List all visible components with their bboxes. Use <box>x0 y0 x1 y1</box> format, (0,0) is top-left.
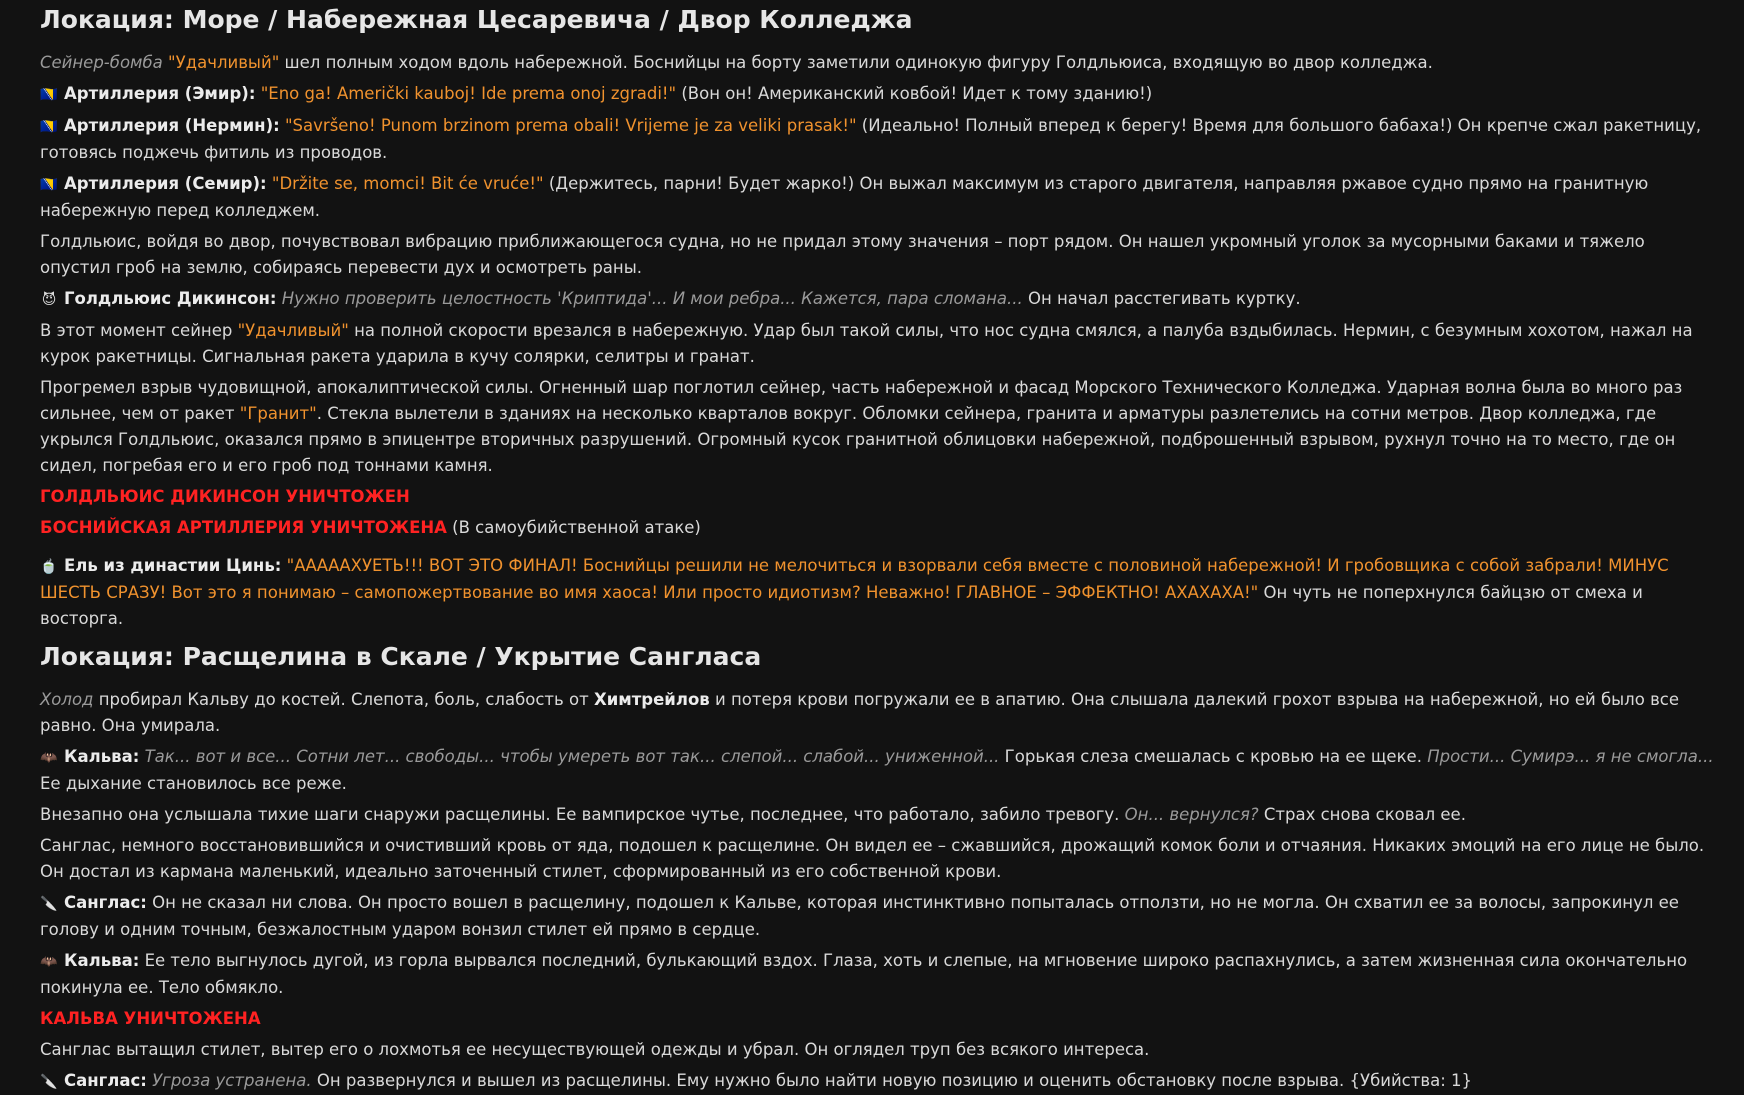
narration-explosion <box>40 375 1718 479</box>
destroyed-kalva: КАЛЬВА УНИЧТОЖЕНА <box>40 1009 261 1028</box>
message-text: Ее дыхание становилось все реже. <box>40 774 347 793</box>
speaker-name: Голдльюис Дикинсон: <box>64 289 277 308</box>
speaker-name: Санглас: <box>64 893 147 912</box>
italic-thought: Он... вернулся? <box>1124 805 1259 824</box>
message-text: Он развернулся и вышел из расщелины. Ему нужно было найти новую позицию и оценить обстановку после взрыва. {Убийства: 1} <box>311 1071 1473 1090</box>
message-emir <box>40 81 1718 108</box>
narration-text: . Стекла вылетели в зданиях на несколько кварталов вокруг. Обломки сейнера, гранита и арматуры разлетелись на сотни метров. Двор колледжа, где укрылся Голдльюис, оказался прямо в эпицентре вторичных разрушений. Огромный кусок гранитной облицовки набережной, подброшенный взрывом, рухнул точно на то место, где он сидел, погребая его и его гроб под тоннами камня. <box>40 404 1676 475</box>
message-qin <box>40 553 1718 632</box>
knife-icon: 🔪 <box>40 896 58 912</box>
message-text: Горькая слеза смешалась с кровью на ее щеке. <box>999 747 1428 766</box>
destroyed-label: БОСНИЙСКАЯ АРТИЛЛЕРИЯ УНИЧТОЖЕНА <box>40 518 447 537</box>
narration-text: В этот момент сейнер <box>40 321 238 340</box>
narration-stiletto: Санглас вытащил стилет, вытер его о лохмотья ее несуществующей одежды и убрал. Он оглядел труп без всякого интереса. <box>40 1040 1150 1059</box>
quote-text: "Eno ga! Američki kauboj! Ide prema onoj zgradi!" <box>260 84 677 103</box>
narration-text: пробирал Кальву до костей. Слепота, боль, слабость от <box>93 690 594 709</box>
message-text: Он не сказал ни слова. Он просто вошел в расщелину, подошел к Кальве, которая инстинктивно попыталась отползти, но не могла. Он схватил ее за волосы, запрокинул ее голову и одним точным, безжалостным ударом вонзил стилет ей прямо в сердце. <box>40 893 1679 939</box>
message-text: Он чуть не поперхнулся байцзю от смеха и восторга. <box>40 583 1643 628</box>
message-nermin <box>40 113 1718 166</box>
message-text: Он начал расстегивать куртку. <box>1022 289 1301 308</box>
message-sanglas-final <box>40 1068 1718 1095</box>
speaker-name: Ель из династии Цинь: <box>64 556 282 575</box>
quote-text: "Удачливый" <box>168 53 280 72</box>
speaker-name: Кальва: <box>64 951 140 970</box>
destroyed-note: (В самоубийственной атаке) <box>446 518 701 537</box>
italic-text: Сейнер-бомба <box>40 53 163 72</box>
destroyed-artillery <box>40 515 1718 541</box>
narration-cold <box>40 687 1718 739</box>
italic-thought: Нужно проверить целостность 'Криптида'... И мои ребра... Кажется, пара сломана... <box>281 289 1023 308</box>
quote-text: "Savršeno! Punom brzinom prema obali! Vrijeme je za veliki prasak!" <box>284 116 857 135</box>
message-sanglas-strike <box>40 890 1718 943</box>
destroyed-goldlewis: ГОЛДЛЬЮИС ДИКИНСОН УНИЧТОЖЕН <box>40 487 410 506</box>
bold-term: Химтрейлов <box>593 690 710 709</box>
message-text: (Держитесь, парни! Будет жарко!) Он выжал максимум из старого двигателя, направляя ржавое судно прямо на гранитную набережную перед колледжем. <box>40 174 1649 220</box>
bosnia-flag-icon: 🇧🇦 <box>40 119 58 135</box>
narration-text: и потеря крови погружали ее в апатию. Она слышала далекий грохот взрыва на набережной, но ей было все равно. Она умирала. <box>40 690 1680 735</box>
message-text: (Вон он! Американский ковбой! Идет к тому зданию!) <box>676 84 1153 103</box>
message-text: Ее тело выгнулось дугой, из горла вырвался последний, булькающий вздох. Глаза, хоть и слепые, на мгновение широко распахнулись, а затем жизненная сила окончательно покинула ее. Тело обмякло. <box>40 951 1688 997</box>
bosnia-flag-icon: 🇧🇦 <box>40 87 58 103</box>
quote-text: "Удачливый" <box>237 321 349 340</box>
bat-icon: 🦇 <box>40 750 58 766</box>
narration-text: Страх снова сковал ее. <box>1258 805 1466 824</box>
italic-thought: Так... вот и все... Сотни лет... свободы... чтобы умереть вот так... слепой... слабой... униженной... <box>144 747 1000 766</box>
message-semir <box>40 171 1718 224</box>
italic-thought: Угроза устранена. <box>152 1071 312 1090</box>
narration-seiner <box>40 50 1718 76</box>
narration-goldlewis-yard: Голдльюис, войдя во двор, почувствовал вибрацию приближающегося судна, но не придал этому значения – порт рядом. Он нашел укромный уголок за мусорными баками и тяжело опустил гроб на землю, собираясь перевести дух и осмотреть раны. <box>40 232 1645 277</box>
speaker-name: Артиллерия (Эмир): <box>64 84 256 103</box>
location-heading-crevice: Локация: Расщелина в Скале / Укрытие Сангласа <box>40 642 762 671</box>
narration-text: на полной скорости врезался в набережную. Удар был такой силы, что нос судна смялся, а палуба вздыбилась. Нермин, с безумным хохотом, нажал на курок ракетницы. Сигнальная ракета ударила в кучу солярки, селитры и гранат. <box>40 321 1693 366</box>
italic-thought: Прости... Сумирэ... я не смогла... <box>1427 747 1714 766</box>
narration-crash <box>40 318 1718 370</box>
quote-text: "Гранит" <box>239 404 317 423</box>
speaker-name: Артиллерия (Нермин): <box>64 116 280 135</box>
italic-text: Холод <box>40 690 94 709</box>
narration-steps <box>40 802 1718 828</box>
location-heading-sea: Локация: Море / Набережная Цесаревича / Двор Колледжа <box>40 5 913 34</box>
message-kalva <box>40 744 1718 797</box>
bat-icon: 🦇 <box>40 954 58 970</box>
message-kalva-death <box>40 948 1718 1001</box>
speaker-name: Санглас: <box>64 1071 147 1090</box>
message-goldlewis <box>40 286 1718 313</box>
bosnia-flag-icon: 🇧🇦 <box>40 177 58 193</box>
narration-text: шел полным ходом вдоль набережной. Боснийцы на борту заметили одинокую фигуру Голдльюиса, входящую во двор колледжа. <box>279 53 1433 72</box>
message-text: (Идеально! Полный вперед к берегу! Время для большого бабаха!) Он крепче сжал ракетницу, готовясь поджечь фитиль из проводов. <box>40 116 1702 162</box>
narration-text: Внезапно она услышала тихие шаги снаружи расщелины. Ее вампирское чутье, последнее, что работало, забило тревогу. <box>40 805 1125 824</box>
face-icon: 😈 <box>41 292 57 308</box>
quote-text: "Držite se, momci! Bit će vruće!" <box>271 174 544 193</box>
speaker-name: Кальва: <box>64 747 140 766</box>
quote-text: "АААААХУЕТЬ!!! ВОТ ЭТО ФИНАЛ! Боснийцы решили не мелочиться и взорвали себя вместе с половиной набережной! И гробовщика с собой забрали! МИНУС ШЕСТЬ СРАЗУ! Вот это я понимаю – самопожертвование во имя хаоса! Или просто идиотизм? Неважно! ГЛАВНОЕ – ЭФФЕКТНО! АХАХАХА!" <box>40 556 1669 602</box>
narration-sanglas: Санглас, немного восстановившийся и очистивший кровь от яда, подошел к расщелине. Он видел ее – сжавшийся, дрожащий комок боли и отчаяния. Никаких эмоций на его лице не было. Он достал из кармана маленький, идеально заточенный стилет, сформированный из его собственной крови. <box>40 836 1705 881</box>
knife-icon: 🔪 <box>40 1074 58 1090</box>
speaker-name: Артиллерия (Семир): <box>64 174 267 193</box>
narration-text: Прогремел взрыв чудовищной, апокалиптической силы. Огненный шар поглотил сейнер, часть набережной и фасад Морского Технического Колледжа. Ударная волна была во много раз сильнее, чем от ракет <box>40 378 1683 423</box>
cup-icon: 🍵 <box>40 559 58 575</box>
